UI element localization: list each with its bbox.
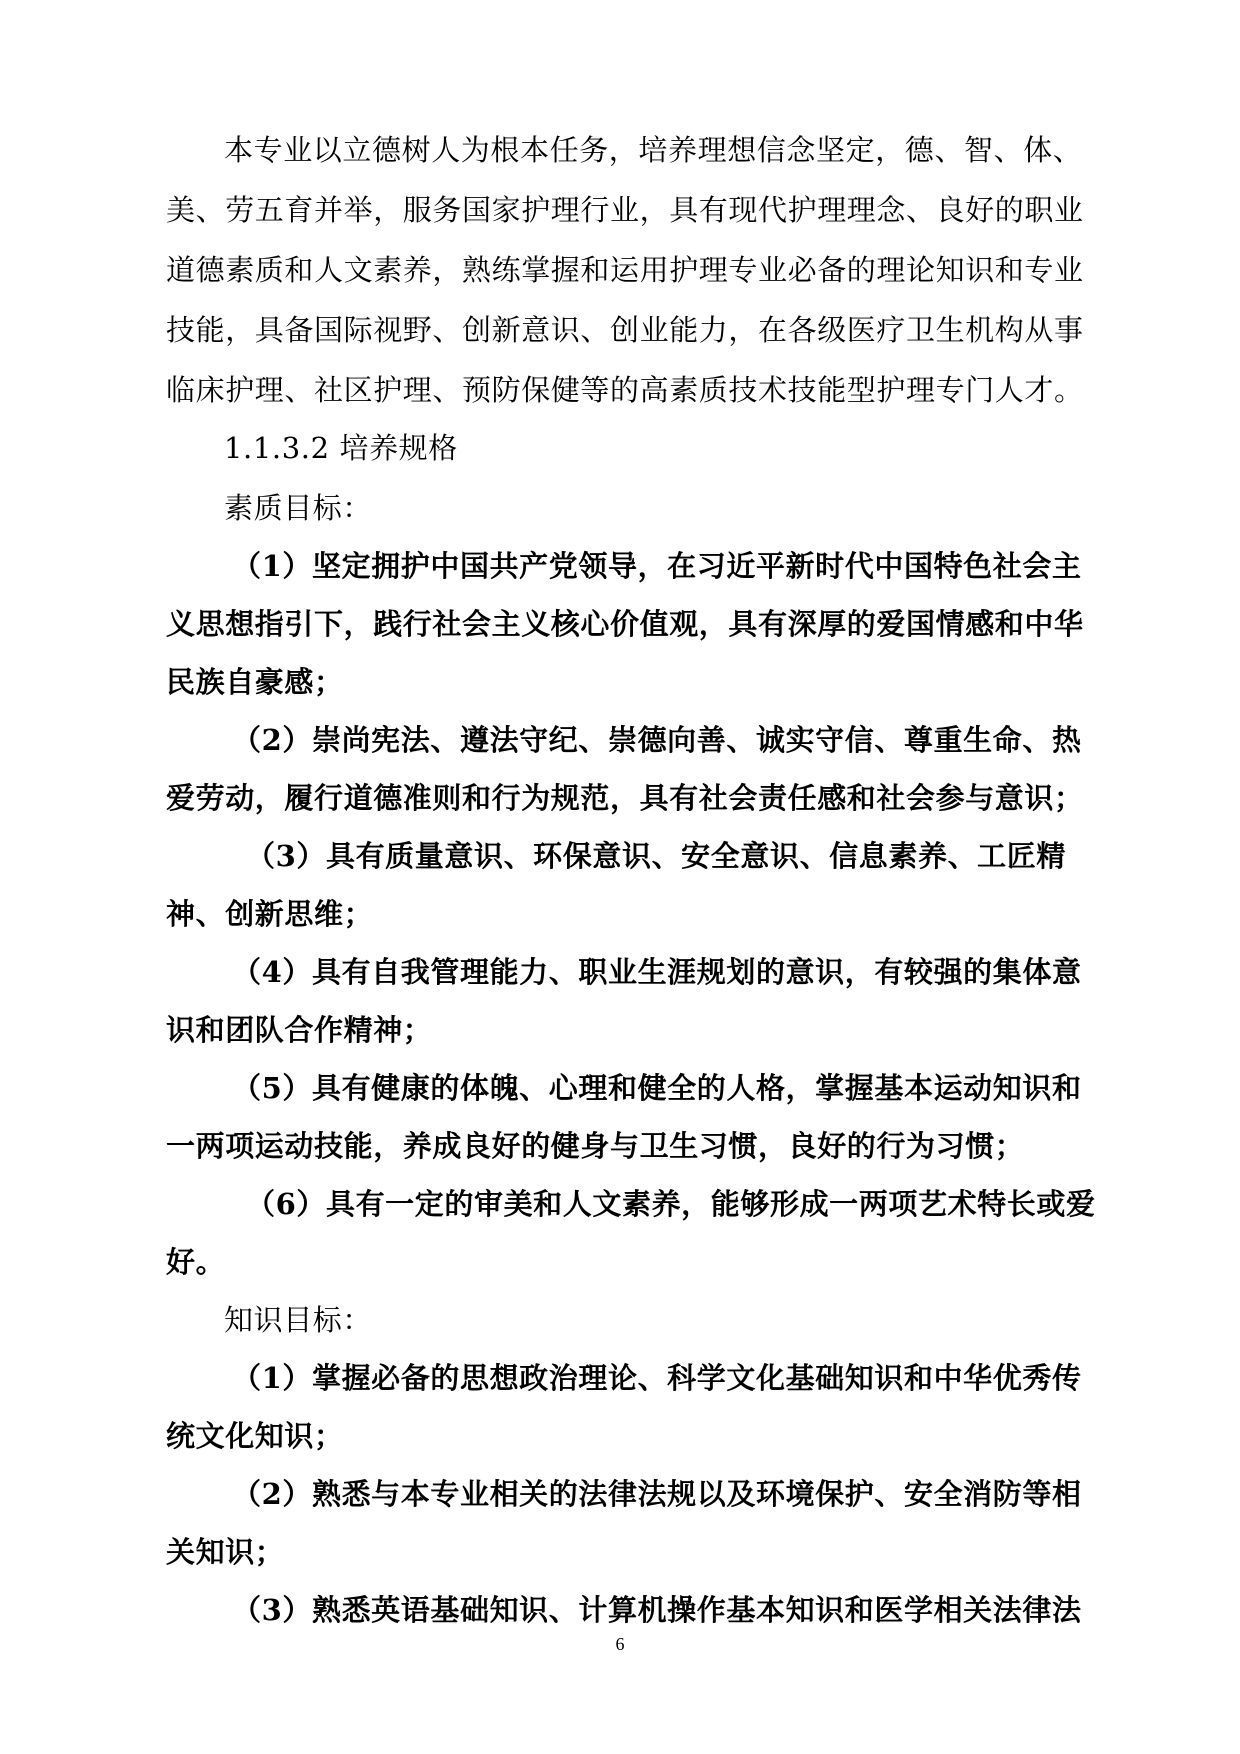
knowledge-goals-heading: 知识目标： (224, 1303, 373, 1337)
quality-goal-line: （6）具有一定的审美和人文素养，能够形成一两项艺术特长或爱 (246, 1187, 1096, 1221)
quality-goal-line: （3）具有质量意识、环保意识、安全意识、信息素养、工匠精 (246, 839, 1066, 873)
quality-goal-line: （2）崇尚宪法、遵法守纪、崇德向善、诚实守信、尊重生命、热 (232, 723, 1082, 757)
quality-goal-line: 民族自豪感； (166, 665, 344, 699)
quality-goals-heading: 素质目标： (224, 491, 373, 525)
quality-goal-line: 爱劳动，履行道德准则和行为规范，具有社会责任感和社会参与意识； (166, 781, 1084, 815)
page-number: 6 (615, 1634, 625, 1654)
quality-goal-line: （5）具有健康的体魄、心理和健全的人格，掌握基本运动知识和 (232, 1071, 1082, 1105)
quality-goal-line: 好。 (166, 1245, 226, 1279)
quality-goal-line: （4）具有自我管理能力、职业生涯规划的意识，有较强的集体意 (232, 955, 1082, 989)
quality-goal-line: （1）坚定拥护中国共产党领导，在习近平新时代中国特色社会主 (232, 549, 1082, 583)
intro-line: 美、劳五育并举，服务国家护理行业，具有现代护理理念、良好的职业 (166, 193, 1084, 227)
quality-goal-line: 神、创新思维； (166, 897, 374, 931)
intro-line: 技能，具备国际视野、创新意识、创业能力，在各级医疗卫生机构从事 (166, 313, 1084, 347)
knowledge-goal-line: 统文化知识； (166, 1419, 344, 1453)
intro-line: 临床护理、社区护理、预防保健等的高素质技术技能型护理专门人才。 (166, 373, 1084, 407)
knowledge-goal-line: （2）熟悉与本专业相关的法律法规以及环境保护、安全消防等相 (232, 1477, 1082, 1511)
quality-goal-line: 义思想指引下，践行社会主义核心价值观，具有深厚的爱国情感和中华 (166, 607, 1084, 641)
quality-goal-line: 一两项运动技能，养成良好的健身与卫生习惯，良好的行为习惯； (166, 1129, 1025, 1163)
knowledge-goal-line: （1）掌握必备的思想政治理论、科学文化基础知识和中华优秀传 (232, 1361, 1082, 1395)
intro-line: 本专业以立德树人为根本任务，培养理想信念坚定，德、智、体、 (224, 133, 1083, 167)
section-heading: 1.1.3.2 培养规格 (224, 431, 458, 465)
intro-line: 道德素质和人文素养，熟练掌握和运用护理专业必备的理论知识和专业 (166, 253, 1084, 287)
knowledge-goal-line: 关知识； (166, 1535, 285, 1569)
knowledge-goal-line: （3）熟悉英语基础知识、计算机操作基本知识和医学相关法律法 (232, 1593, 1082, 1627)
quality-goal-line: 识和团队合作精神； (166, 1013, 433, 1047)
